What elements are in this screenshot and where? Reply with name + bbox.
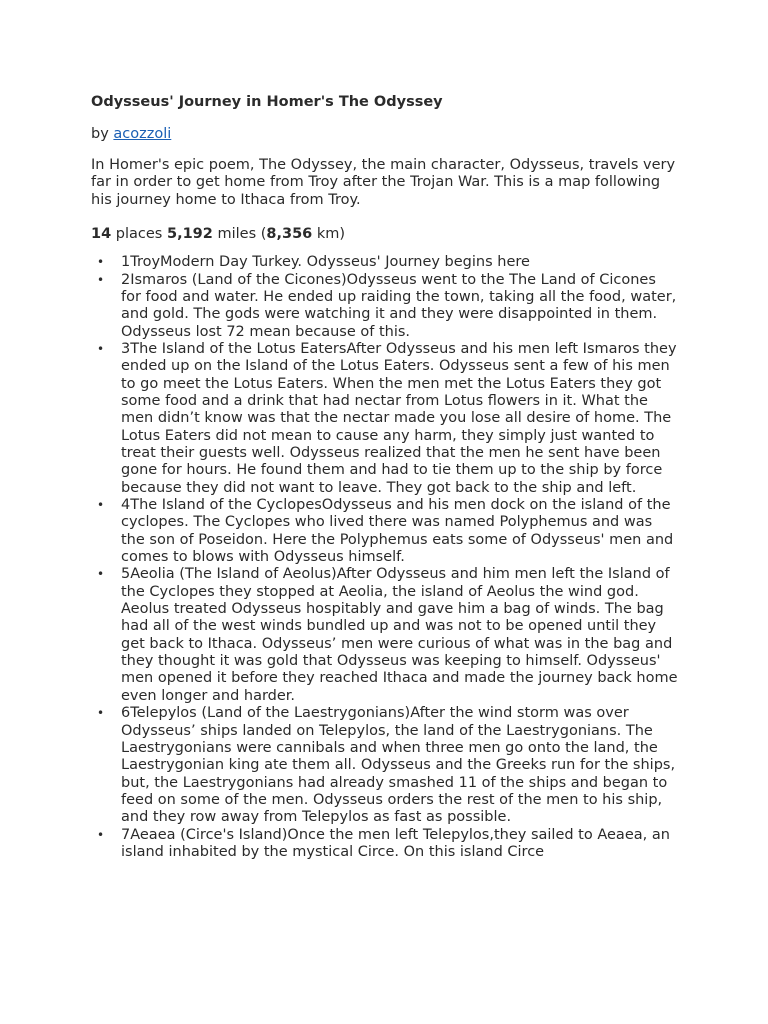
list-item — [91, 827, 678, 862]
place-text: 5Aeolia (The Island of Aeolus)After Odysseus and him men left the Island of the Cyclopes they stopped at Aeolia, the island of Aeolus the wind god. Aeolus treated Odysseus hospitably and gave him a bag of winds. The bag had all of the west winds bundled up and was not to be opened until they get back to Ithaca. Odysseus’ men were curious of what was in the bag and they thought it was gold that Odysseus was keeping to himself. Odysseus' men opened it before they reached Ithaca and made the journey back home even longer and harder. — [121, 566, 678, 704]
place-text: 1TroyModern Day Turkey. Odysseus' Journey begins here — [121, 254, 530, 271]
places-count: 14 — [91, 226, 112, 243]
place-text: 2Ismaros (Land of the Cicones)Odysseus went to the The Land of Cicones for food and water. He ended up raiding the town, taking all the food, water, and gold. The gods were watching it and they were disappointed in them. Odysseus lost 72 mean because of this. — [121, 271, 677, 340]
list-item — [91, 254, 678, 271]
intro-paragraph: In Homer's epic poem, The Odyssey, the main character, Odysseus, travels very far in order to get home from Troy after the Trojan War. This is a map following his journey home to Ithaca from Troy. — [91, 157, 676, 208]
miles-value: 5,192 — [166, 226, 213, 243]
bullet-icon: • — [97, 706, 105, 721]
journey-stats — [91, 224, 678, 244]
place-text: 6Telepylos (Land of the Laestrygonians)After the wind storm was over Odysseus’ ships landed on Telepylos, the land of the Laestrygonians. The Laestrygonians were cannibals and when three men go onto the land, the Laestrygonian king ate them all. Odysseus and the Greeks run for the ships, but, the Laestrygonians had already smashed 11 of the ships and began to feed on some of the men. Odysseus orders the rest of the men to his ship, and they row away from Telepylos as fast as possible. — [121, 705, 676, 826]
list-item — [91, 341, 678, 497]
bullet-icon: • — [97, 341, 105, 356]
bullet-icon: • — [97, 827, 105, 842]
places-list — [91, 254, 678, 861]
place-text: 7Aeaea (Circe's Island)Once the men left Telepylos,they sailed to Aeaea, an island inhabited by the mystical Circe. On this island Circe — [121, 826, 670, 860]
list-item — [91, 705, 678, 826]
miles-label: miles ( — [217, 226, 267, 243]
place-text: 4The Island of the CyclopesOdysseus and his men dock on the island of the cyclopes. The Cyclopes who lived there was named Polyphemus and was the son of Poseidon. Here the Polyphemus eats some of Odysseus' men and comes to blows with Odysseus himself. — [121, 497, 674, 566]
bullet-icon: • — [97, 255, 105, 270]
author-link[interactable]: acozzoli — [113, 126, 172, 142]
km-value: 8,356 — [266, 226, 313, 243]
list-item — [91, 272, 678, 341]
list-item — [91, 497, 678, 566]
byline — [91, 123, 678, 145]
page-title: Odysseus' Journey in Homer's The Odyssey — [91, 94, 443, 110]
place-text: 3The Island of the Lotus EatersAfter Odysseus and his men left Ismaros they ended up on the Island of the Lotus Eaters. Odysseus sent a few of his men to go meet the Lotus Eaters. When the men met the Lotus Eaters they got some food and a drink that had nectar from Lotus flowers in it. What the men didn’t know was that the nectar made you lose all desire of home. The Lotus Eaters did not mean to cause any harm, they simply just wanted to treat their guests well. Odysseus realized that the men he sent have been gone for hours. He found them and had to tie them up to the ship by force because they did not want to leave. They got back to the ship and left. — [121, 340, 677, 496]
list-item — [91, 566, 678, 705]
places-label: places — [115, 226, 163, 243]
bullet-icon: • — [97, 498, 105, 513]
bullet-icon: • — [97, 567, 105, 582]
km-label: km) — [316, 226, 346, 243]
byline-prefix: by — [91, 126, 109, 142]
bullet-icon: • — [97, 272, 105, 287]
